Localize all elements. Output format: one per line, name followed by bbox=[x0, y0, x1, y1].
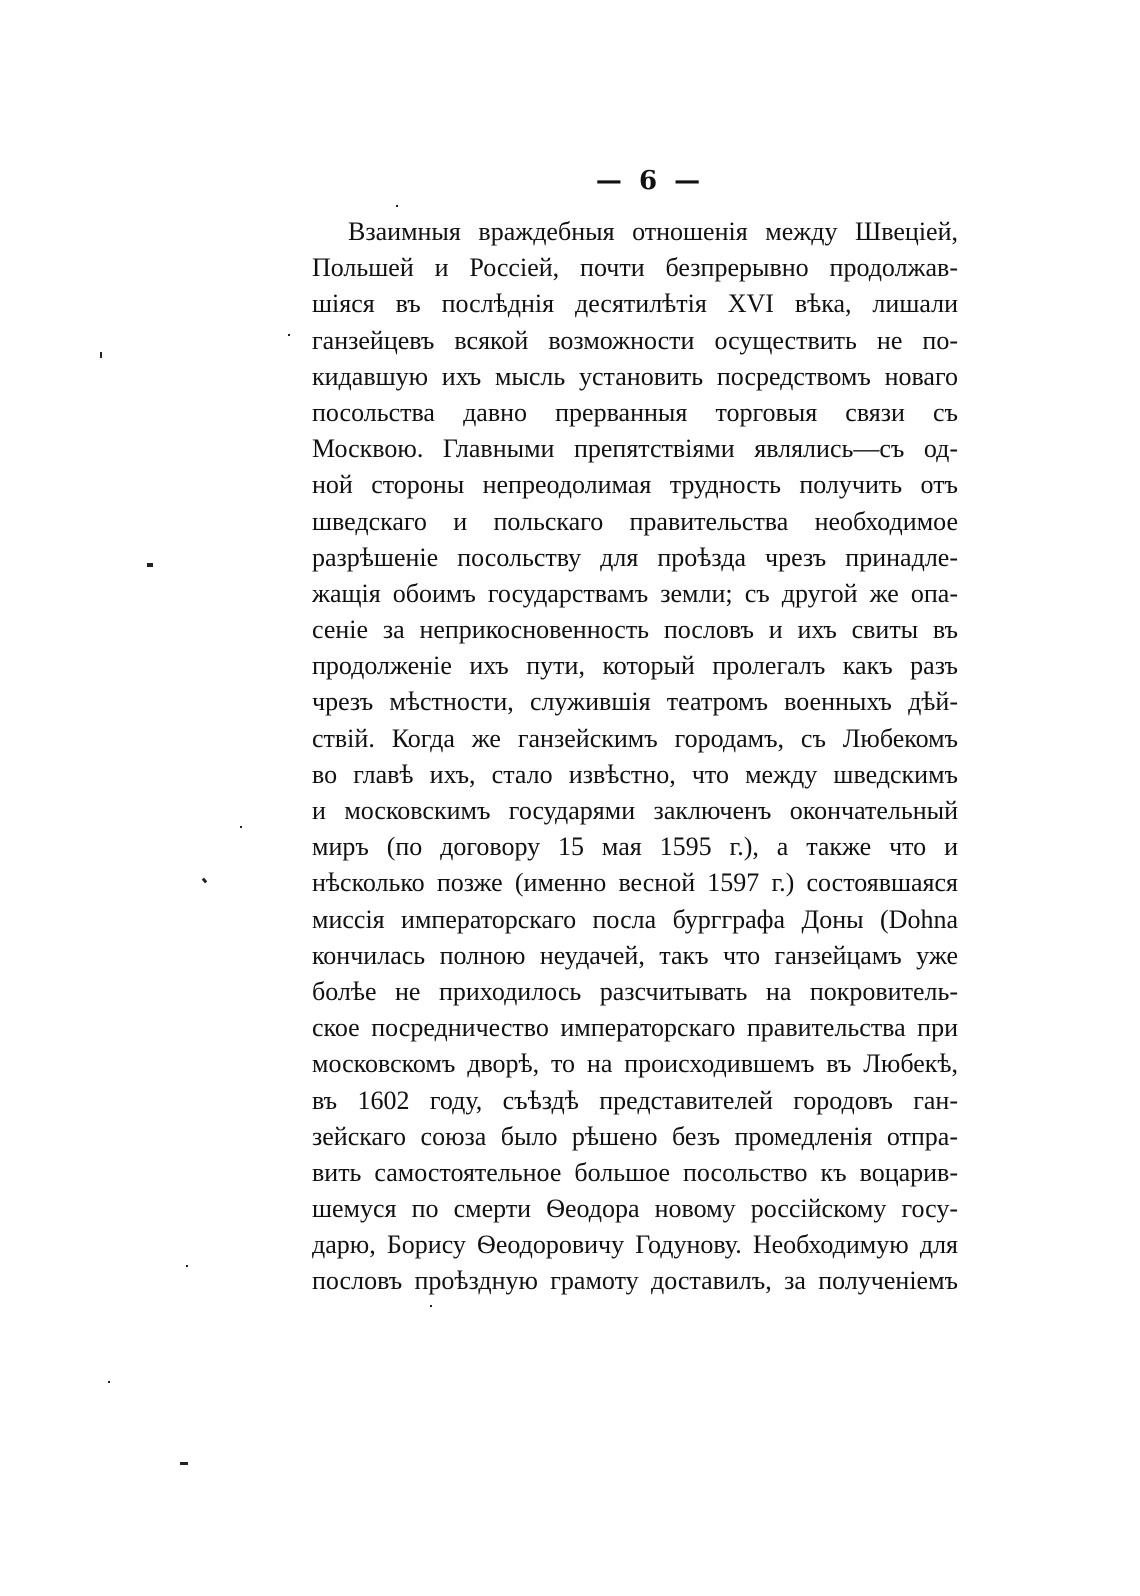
text-line: московскомъ дворѣ, то на происходившемъ въ Любекѣ, bbox=[312, 1049, 958, 1079]
text-line: посольства давно прерванныя торговыя связи съ bbox=[312, 397, 958, 427]
text-line: нѣсколько позже (именно весной 1597 г.) состоявшаяся bbox=[312, 868, 958, 898]
text-line: Москвою. Главными препятствіями являлись—съ од- bbox=[312, 434, 958, 464]
text-line: вить самостоятельное большое посольство къ воцарив- bbox=[312, 1157, 958, 1187]
scan-speck bbox=[180, 1462, 188, 1465]
scan-speck bbox=[108, 1381, 110, 1383]
text-line: жащія обоимъ государствамъ земли; съ другой же опа- bbox=[312, 578, 958, 608]
text-line: шіяся въ послѣднія десятилѣтія XVI вѣка, лишали bbox=[312, 289, 958, 319]
text-line: дарю, Борису Ѳеодоровичу Годунову. Необходимую для bbox=[312, 1230, 958, 1260]
body-text bbox=[312, 214, 958, 1300]
scan-speck bbox=[430, 1305, 432, 1307]
text-line: ганзейцевъ всякой возможности осуществить не по- bbox=[312, 325, 958, 355]
text-line: шемуся по смерти Ѳеодора новому россійскому госу- bbox=[312, 1194, 958, 1224]
text-line: пословъ проѣздную грамоту доставилъ, за полученіемъ bbox=[312, 1266, 958, 1296]
page-number: — 6 — bbox=[595, 166, 705, 196]
text-line: ной стороны непреодолимая трудность получить отъ bbox=[312, 470, 958, 500]
text-line: шведскаго и польскаго правительства необходимое bbox=[312, 506, 958, 536]
text-line: Взаимныя враждебныя отношенія между Швеціей, bbox=[348, 217, 958, 246]
text-line: и московскимъ государями заключенъ окончательный bbox=[312, 796, 958, 825]
scan-speck bbox=[100, 352, 102, 358]
text-line: въ 1602 году, съѣздѣ представителей городовъ ган- bbox=[312, 1085, 958, 1115]
text-line: зейскаго союза было рѣшено безъ промедленія отпра- bbox=[312, 1121, 958, 1151]
scan-speck bbox=[288, 334, 290, 336]
text-line: кидавшую ихъ мысль установить посредствомъ новаго bbox=[312, 361, 958, 391]
scan-speck bbox=[186, 1265, 188, 1267]
scan-speck bbox=[147, 563, 153, 567]
scan-speck bbox=[202, 878, 208, 884]
text-line: сеніе за неприкосновенность пословъ и ихъ свиты въ bbox=[312, 615, 958, 645]
scan-speck bbox=[396, 205, 398, 207]
text-line: Польшей и Россіей, почти безпрерывно продолжав- bbox=[312, 253, 958, 283]
text-line: кончилась полною неудачей, такъ что ганзейцамъ уже bbox=[312, 940, 958, 970]
text-line: миссія императорскаго посла бургграфа Доны (Dohna bbox=[312, 904, 958, 934]
text-line: ствій. Когда же ганзейскимъ городамъ, съ Любекомъ bbox=[312, 723, 958, 753]
scan-speck bbox=[240, 826, 242, 828]
text-line: разрѣшеніе посольству для проѣзда чрезъ принадле- bbox=[312, 542, 958, 572]
text-line: чрезъ мѣстности, служившія театромъ военныхъ дѣй- bbox=[312, 687, 958, 717]
text-line: миръ (по договору 15 мая 1595 г.), а также что и bbox=[312, 832, 958, 862]
text-line: во главѣ ихъ, стало извѣстно, что между шведскимъ bbox=[312, 759, 958, 789]
text-line: болѣе не приходилось разсчитывать на покровитель- bbox=[312, 976, 958, 1006]
text-line: ское посредничество императорскаго правительства при bbox=[312, 1013, 958, 1043]
text-line: продолженіе ихъ пути, который пролегалъ какъ разъ bbox=[312, 651, 958, 681]
